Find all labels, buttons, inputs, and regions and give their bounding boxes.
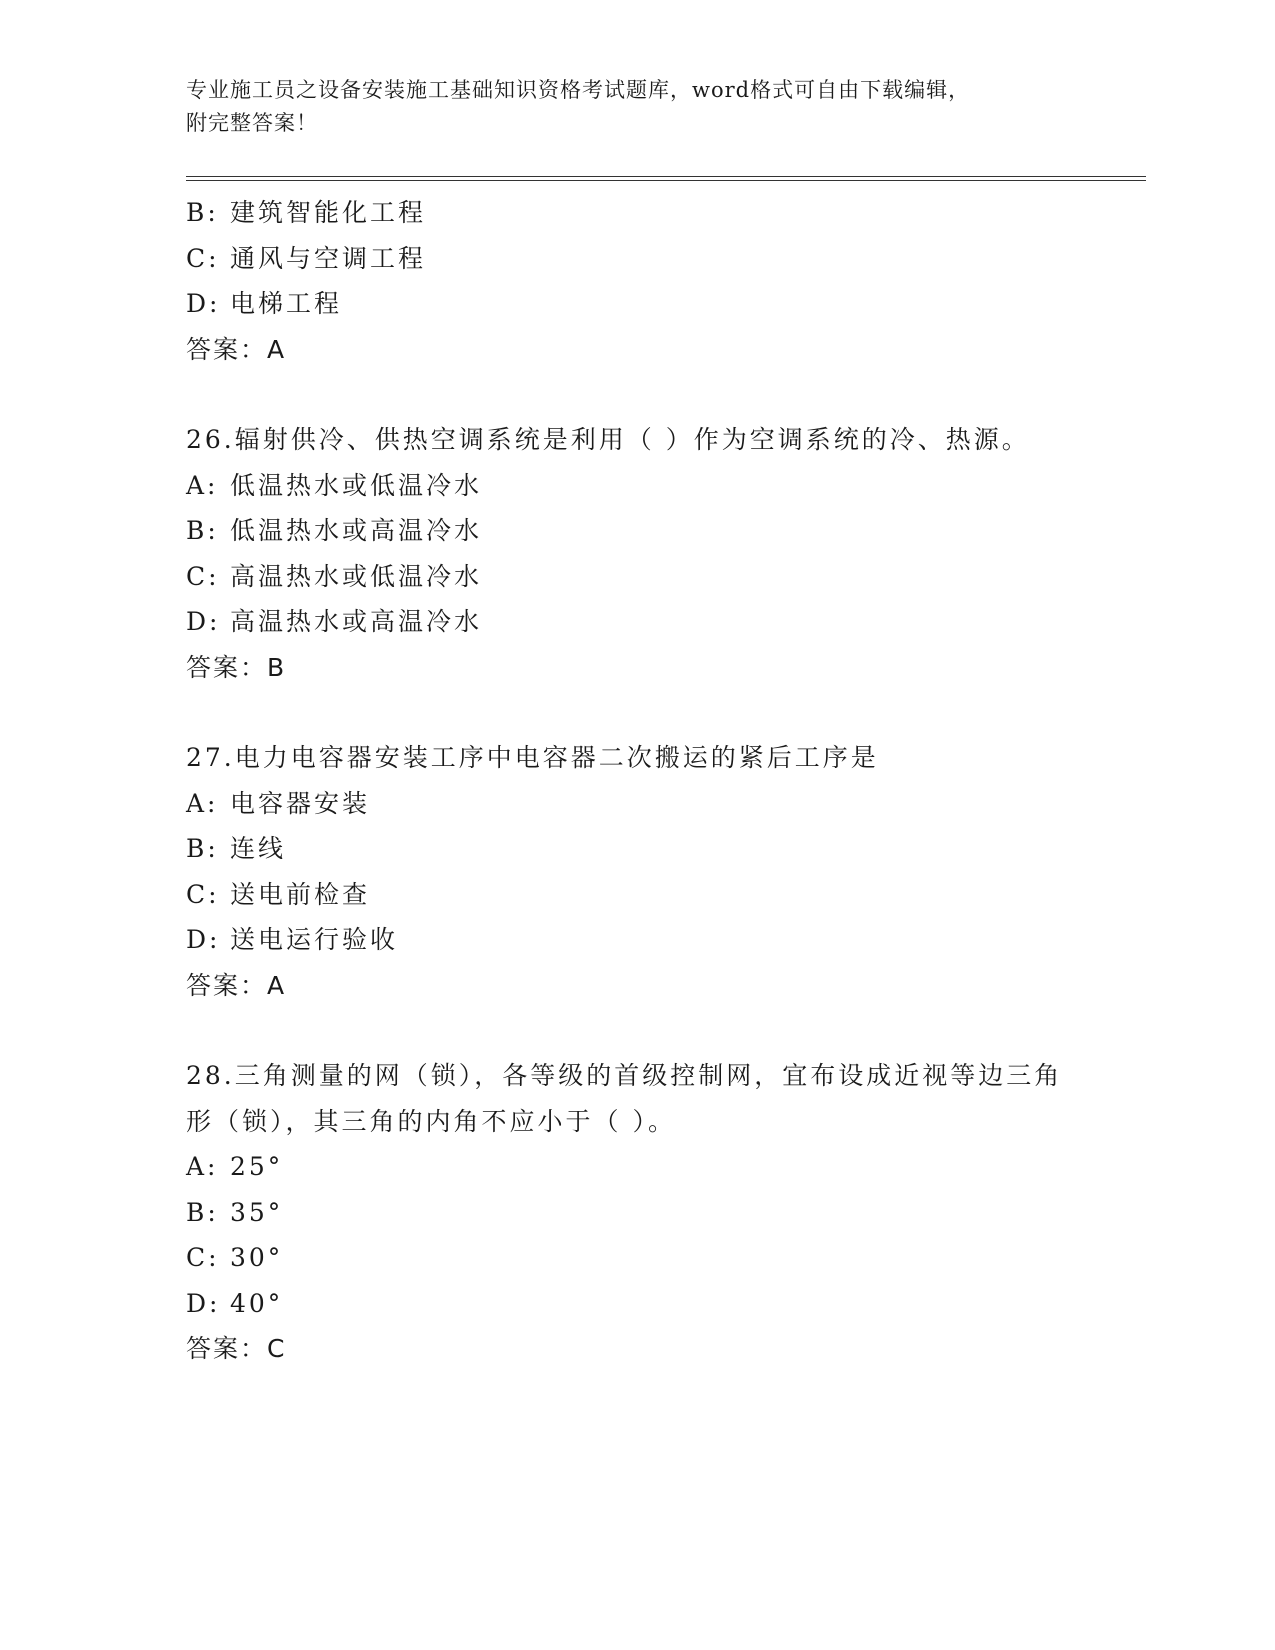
option-text: 送电前检查: [230, 879, 371, 909]
question-stem: 27.电力电容器安装工序中电容器二次搬运的紧后工序是: [186, 743, 879, 772]
option-c: [186, 236, 1146, 282]
option-b: [186, 508, 1146, 554]
option-b: [186, 190, 1146, 236]
option-text: 送电运行验收: [230, 925, 399, 954]
option-text: 高温热水或低温冷水: [230, 561, 483, 591]
option-text: 30°: [230, 1243, 284, 1272]
option-a: [186, 463, 1146, 509]
option-d: [186, 281, 1146, 327]
option-text: 35°: [230, 1197, 284, 1227]
header-title-line-1: 专业施工员之设备安装施工基础知识资格考试题库，word格式可自由下载编辑，: [186, 78, 971, 102]
answer-line: 答案：B: [186, 652, 287, 682]
option-text: 电容器安装: [230, 788, 371, 818]
spacer: [186, 372, 1146, 417]
option-letter: B:: [186, 834, 219, 863]
question-27: [186, 735, 1146, 1008]
spacer: [186, 690, 1146, 735]
option-letter: B:: [186, 516, 219, 545]
option-letter: B:: [186, 198, 219, 227]
option-d: [186, 599, 1146, 645]
option-letter: C:: [186, 879, 220, 909]
option-letter: D:: [186, 1288, 221, 1318]
option-a: [186, 781, 1146, 827]
option-letter: C:: [186, 243, 220, 273]
option-text: 高温热水或高温冷水: [230, 607, 483, 636]
option-text: 25°: [230, 1152, 284, 1181]
option-text: 40°: [230, 1288, 284, 1318]
option-c: [186, 872, 1146, 918]
option-text: 连线: [230, 834, 287, 863]
question-26: [186, 417, 1146, 690]
option-c: [186, 554, 1146, 600]
spacer: [186, 1008, 1146, 1053]
question-list: [186, 190, 1146, 1372]
question-stem: 26.辐射供冷、供热空调系统是利用（ ）作为空调系统的冷、热源。: [186, 425, 1030, 454]
option-d: [186, 917, 1146, 963]
option-letter: B:: [186, 1197, 219, 1227]
option-letter: C:: [186, 561, 220, 591]
option-b: [186, 826, 1146, 872]
option-d: [186, 1281, 1146, 1327]
option-text: 低温热水或高温冷水: [230, 516, 483, 545]
option-b: [186, 1190, 1146, 1236]
option-text: 低温热水或低温冷水: [230, 470, 483, 500]
option-letter: D:: [186, 289, 221, 318]
option-letter: D:: [186, 925, 221, 954]
option-letter: C:: [186, 1243, 220, 1272]
answer-line: 答案：C: [186, 1334, 287, 1363]
option-a: [186, 1144, 1146, 1190]
option-c: [186, 1235, 1146, 1281]
option-text: 通风与空调工程: [230, 243, 427, 273]
answer-line: 答案：A: [186, 334, 287, 364]
option-letter: A:: [186, 788, 219, 818]
question-stem: 28.三角测量的网（锁），各等级的首级控制网，宜布设成近视等边三角形（锁），其三角的内角不应小于（ ）。: [186, 1061, 1063, 1136]
option-letter: A:: [186, 1152, 219, 1181]
option-letter: A:: [186, 470, 219, 500]
option-text: 建筑智能化工程: [230, 198, 427, 227]
header-title-line-2: 附完整答案！: [186, 111, 318, 135]
option-letter: D:: [186, 607, 221, 636]
question-25-continued: [186, 190, 1146, 372]
document-header: [186, 74, 1066, 140]
header-divider: [186, 176, 1146, 181]
answer-line: 答案：A: [186, 970, 287, 1000]
question-28: [186, 1053, 1146, 1372]
option-text: 电梯工程: [230, 289, 343, 318]
